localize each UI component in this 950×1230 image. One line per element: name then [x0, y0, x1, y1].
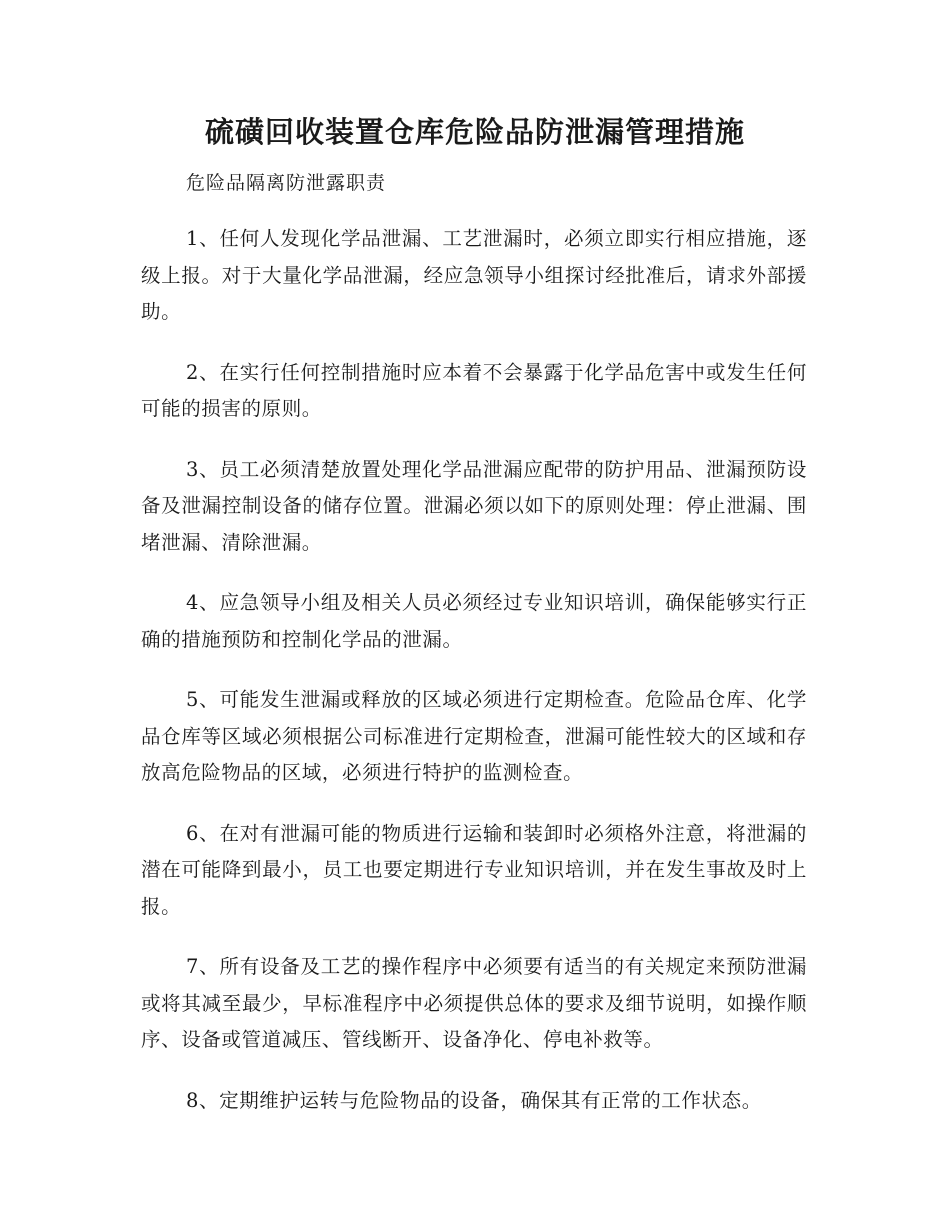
paragraph-1: 1、任何人发现化学品泄漏、工艺泄漏时，必须立即实行相应措施，逐级上报。对于大量化学品泄漏，经应急领导小组探讨经批准后，请求外部援助。	[141, 227, 807, 323]
document-body	[141, 221, 807, 1143]
paragraph-7: 7、所有设备及工艺的操作程序中必须要有适当的有关规定来预防泄漏或将其减至最少，早标准程序中必须提供总体的要求及细节说明，如操作顺序、设备或管道减压、管线断开、设备净化、停电补救等。	[141, 955, 807, 1051]
paragraph-3: 3、员工必须清楚放置处理化学品泄漏应配带的防护用品、泄漏预防设备及泄漏控制设备的储存位置。泄漏必须以如下的原则处理：停止泄漏、围堵泄漏、清除泄漏。	[141, 457, 807, 554]
paragraph-8: 8、定期维护运转与危险物品的设备，确保其有正常的工作状态。	[186, 1088, 762, 1112]
paragraph-6: 6、在对有泄漏可能的物质进行运输和装卸时必须格外注意，将泄漏的潜在可能降到最小，员工也要定期进行专业知识培训，并在发生事故及时上报。	[141, 821, 807, 918]
paragraph-2: 2、在实行任何控制措施时应本着不会暴露于化学品危害中或发生任何可能的损害的原则。	[141, 360, 807, 420]
paragraph-5: 5、可能发生泄漏或释放的区域必须进行定期检查。危险品仓库、化学品仓库等区域必须根据公司标准进行定期检查，泄漏可能性较大的区域和存放高危险物品的区域，必须进行特护的监测检查。	[141, 688, 807, 784]
paragraph-4: 4、应急领导小组及相关人员必须经过专业知识培训，确保能够实行正确的措施预防和控制化学品的泄漏。	[141, 591, 807, 651]
section-heading: 危险品隔离防泄露职责	[186, 172, 387, 194]
document-title: 硫磺回收装置仓库危险品防泄漏管理措施	[204, 115, 745, 149]
